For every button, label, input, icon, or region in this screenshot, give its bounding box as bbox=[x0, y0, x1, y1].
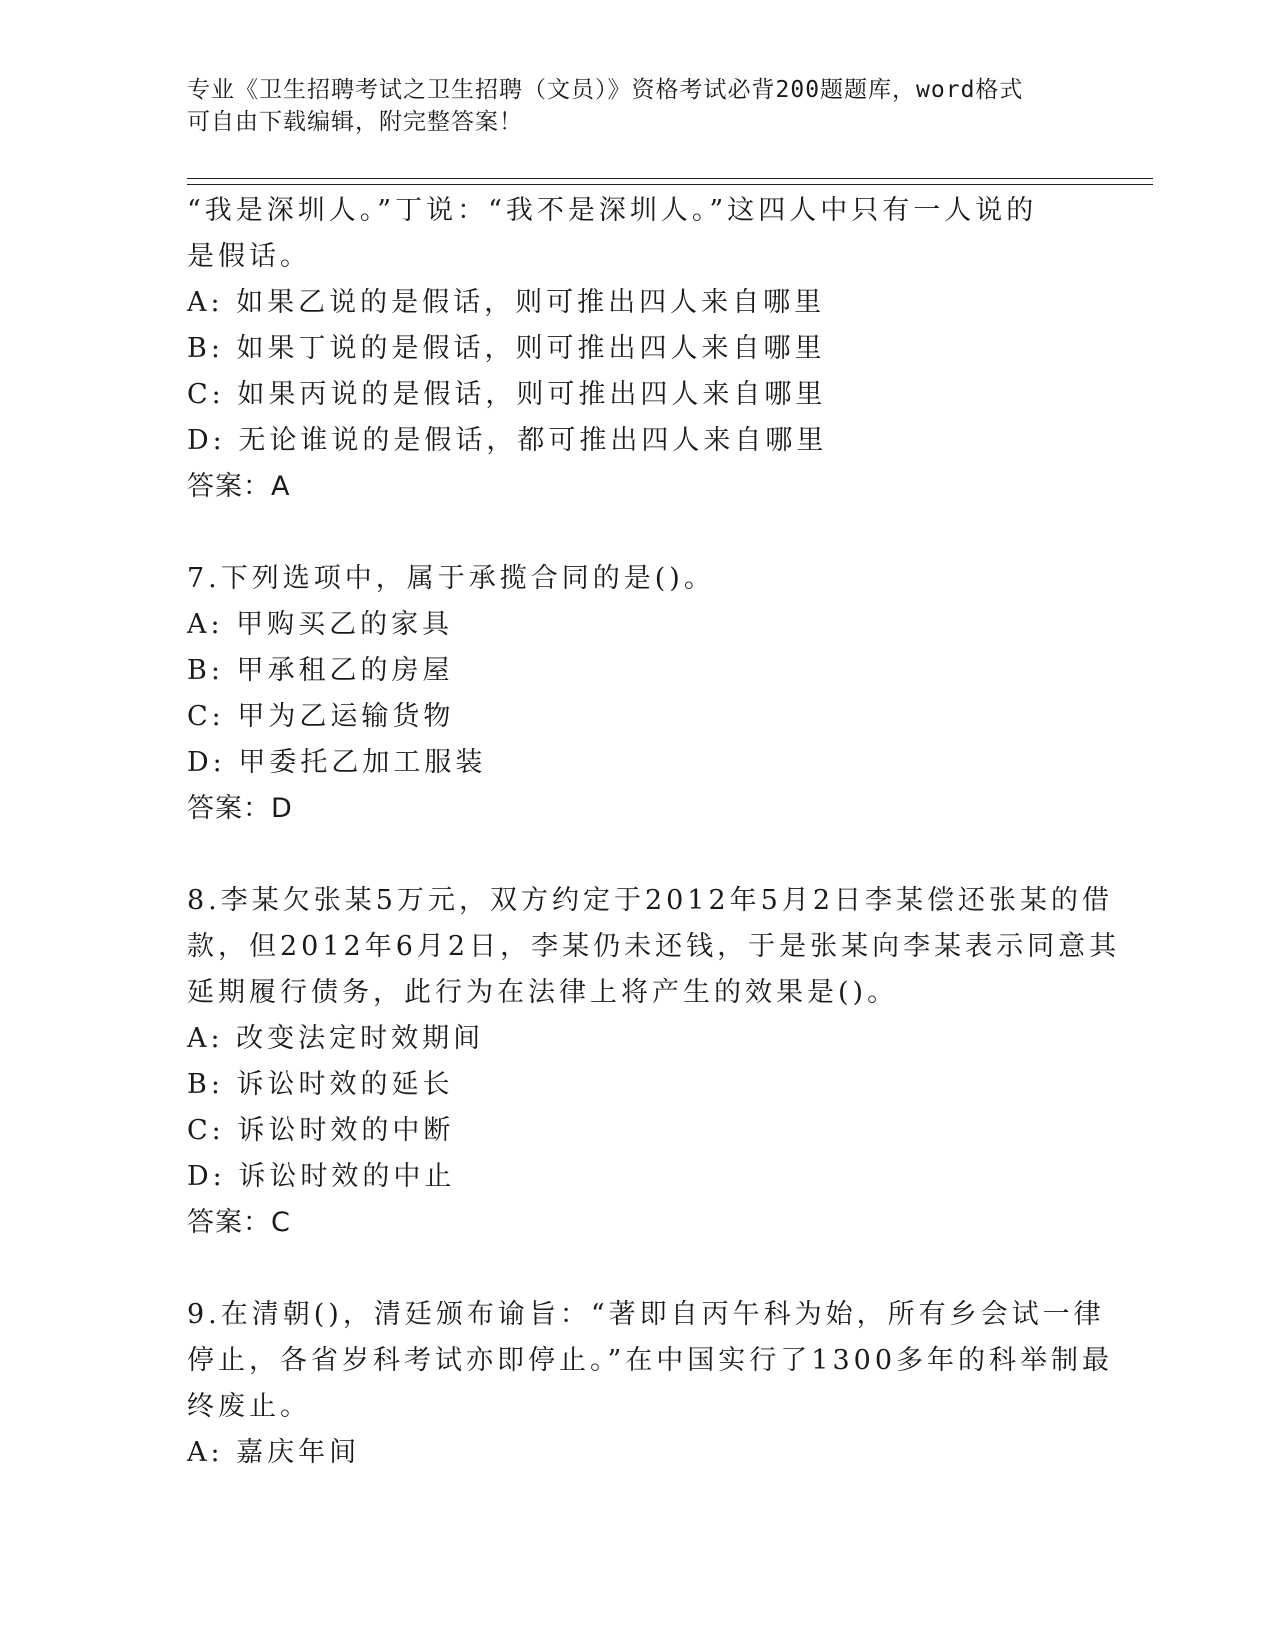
question-content bbox=[187, 188, 1121, 1476]
answer-line: 答案：A bbox=[187, 471, 291, 502]
answer-line: 答案：C bbox=[187, 1207, 291, 1238]
header-divider-bottom bbox=[187, 184, 1153, 185]
option-d: D: 诉讼时效的中止 bbox=[187, 1161, 456, 1192]
spacer bbox=[187, 832, 1087, 878]
answer-line: 答案：D bbox=[187, 793, 293, 824]
question-stem-line: 8.李某欠张某5万元，双方约定于2012年5月2日李某偿还张某的借 bbox=[187, 885, 1114, 916]
document-header bbox=[187, 74, 1087, 138]
option-c: C: 甲为乙运输货物 bbox=[187, 701, 455, 732]
option-d: D: 甲委托乙加工服装 bbox=[187, 747, 487, 778]
header-divider-top bbox=[187, 178, 1153, 179]
question-stem-line: “我是深圳人。”丁说：“我不是深圳人。”这四人中只有一人说的 bbox=[187, 195, 1038, 226]
option-c: C: 诉讼时效的中断 bbox=[187, 1115, 455, 1146]
question-8 bbox=[187, 878, 1121, 1246]
option-b: B: 甲承租乙的房屋 bbox=[187, 655, 454, 686]
option-b: B: 诉讼时效的延长 bbox=[187, 1069, 454, 1100]
question-6 bbox=[187, 188, 1087, 510]
question-stem-line: 是假话。 bbox=[187, 241, 311, 272]
spacer bbox=[187, 510, 1087, 556]
question-stem-line: 停止，各省岁科考试亦即停止。”在中国实行了1300多年的科举制最 bbox=[187, 1345, 1114, 1376]
question-stem-line: 延期履行债务，此行为在法律上将产生的效果是()。 bbox=[187, 977, 899, 1008]
question-stem-line: 终废止。 bbox=[187, 1391, 311, 1422]
question-stem-line: 款，但2012年6月2日，李某仍未还钱，于是张某向李某表示同意其 bbox=[187, 931, 1121, 962]
question-7 bbox=[187, 556, 1087, 832]
option-c: C: 如果丙说的是假话，则可推出四人来自哪里 bbox=[187, 379, 827, 410]
option-b: B: 如果丁说的是假话，则可推出四人来自哪里 bbox=[187, 333, 826, 364]
header-line-2: 可自由下载编辑，附完整答案！ bbox=[187, 109, 523, 135]
option-d: D: 无论谁说的是假话，都可推出四人来自哪里 bbox=[187, 425, 828, 456]
question-9 bbox=[187, 1292, 1114, 1476]
spacer bbox=[187, 1246, 1087, 1292]
question-stem-line: 9.在清朝()，清廷颁布谕旨：“著即自丙午科为始，所有乡会试一律 bbox=[187, 1299, 1105, 1330]
option-a: A: 如果乙说的是假话，则可推出四人来自哪里 bbox=[187, 287, 826, 318]
option-a: A: 嘉庆年间 bbox=[187, 1437, 361, 1468]
question-stem-line: 7.下列选项中，属于承揽合同的是()。 bbox=[187, 563, 715, 594]
option-a: A: 改变法定时效期间 bbox=[187, 1023, 485, 1054]
header-line-1: 专业《卫生招聘考试之卫生招聘（文员）》资格考试必背200题题库，word格式 bbox=[187, 77, 1024, 103]
option-a: A: 甲购买乙的家具 bbox=[187, 609, 454, 640]
